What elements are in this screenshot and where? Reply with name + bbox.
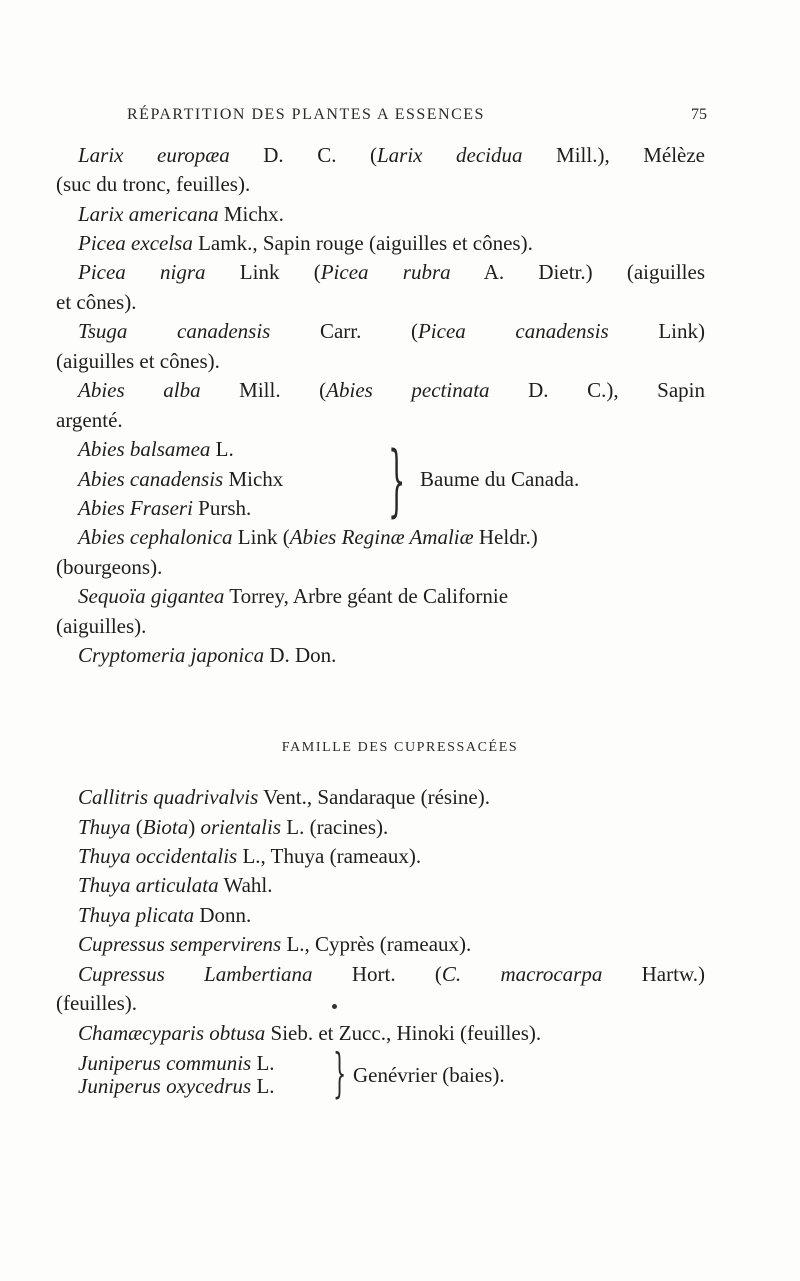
synonym-name: Abies pectinata: [326, 378, 490, 402]
synonym-name: Biota: [142, 815, 189, 839]
entry-text: Vent., Sandaraque (résine).: [258, 785, 490, 809]
brace-bracket: }: [333, 1044, 347, 1104]
species-entry: [78, 318, 705, 344]
species-entry: [78, 201, 284, 227]
species-epithet: orientalis: [200, 815, 282, 839]
species-entry: [78, 1073, 275, 1099]
species-name: Abies alba: [78, 378, 201, 402]
entry-text: Hort. (: [312, 962, 442, 986]
group-common-name: Baume du Canada.: [420, 467, 580, 491]
group-common-name: Genévrier (baies).: [353, 1063, 505, 1087]
entry-text: Lamk., Sapin rouge (aiguilles et cônes).: [192, 231, 533, 255]
species-name: Abies balsamea: [78, 437, 211, 461]
species-entry: [78, 495, 251, 521]
entry-text: D. C. (: [229, 143, 377, 167]
entry-continuation: et cônes).: [56, 290, 137, 314]
species-name: Abies cephalonica: [78, 525, 233, 549]
species-entry: [78, 1020, 541, 1046]
ink-speck: [332, 1004, 337, 1009]
entry-text: L.: [251, 1074, 275, 1098]
species-name: Cryptomeria japonica: [78, 643, 265, 667]
species-name: Larix europæa: [78, 143, 230, 167]
running-head-title: RÉPARTITION DES PLANTES A ESSENCES: [127, 106, 485, 123]
species-name: Picea excelsa: [78, 231, 193, 255]
entry-text: Hartw.): [602, 962, 705, 986]
entry-continuation: argenté.: [56, 408, 123, 432]
species-name: Picea nigra: [78, 260, 206, 284]
species-entry: [78, 872, 273, 898]
species-entry: [78, 961, 705, 987]
section-heading: FAMILLE DES CUPRESSACÉES: [281, 740, 519, 755]
species-name: Abies canadensis: [78, 467, 224, 491]
brace-bracket: }: [388, 436, 406, 526]
species-entry: [78, 142, 705, 168]
synonym-name: Larix decidua: [376, 143, 523, 167]
entry-text: Link (: [205, 260, 321, 284]
species-entry: [78, 436, 234, 462]
entry-text: Carr. (: [270, 319, 418, 343]
entry-text: Pursh.: [192, 496, 252, 520]
species-name: Cupressus Lambertiana: [78, 962, 313, 986]
synonym-name: Picea rubra: [320, 260, 451, 284]
species-name: Juniperus communis: [78, 1051, 252, 1075]
species-name: Abies Fraseri: [78, 496, 193, 520]
entry-text: Link (: [232, 525, 290, 549]
synonym-name: C. macrocarpa: [441, 962, 603, 986]
entry-text: Mill. (: [200, 378, 327, 402]
species-entry: [78, 259, 705, 285]
entry-text: A. Dietr.) (aiguilles: [450, 260, 706, 284]
entry-continuation: (aiguilles et cônes).: [56, 349, 220, 373]
entry-text: L., Thuya (rameaux).: [237, 844, 422, 868]
entry-text: D. Don.: [264, 643, 337, 667]
entry-text: Torrey, Arbre géant de Californie: [224, 584, 509, 608]
species-name: Thuya: [78, 815, 131, 839]
species-name: Thuya articulata: [78, 873, 219, 897]
entry-text: L.: [210, 437, 234, 461]
species-name: Sequoïa gigantea: [78, 584, 225, 608]
species-entry: [78, 466, 283, 492]
species-entry: [78, 843, 421, 869]
species-entry: [78, 784, 490, 810]
species-entry: [78, 524, 538, 550]
entry-text: Michx: [223, 467, 284, 491]
entry-text: L.: [251, 1051, 275, 1075]
entry-text: Mill.), Mélèze: [522, 143, 705, 167]
entry-continuation: (bourgeons).: [56, 555, 163, 579]
entry-text: (: [130, 815, 143, 839]
species-entry: [78, 642, 336, 668]
entry-text: L. (racines).: [281, 815, 389, 839]
synonym-name: Abies Reginæ Amaliæ: [289, 525, 474, 549]
entry-text: D. C.), Sapin: [489, 378, 706, 402]
species-entry: [78, 902, 251, 928]
species-name: Chamæcyparis obtusa: [78, 1021, 266, 1045]
page-number: 75: [691, 106, 707, 123]
entry-text: Wahl.: [218, 873, 273, 897]
entry-text: Sieb. et Zucc., Hinoki (feuilles).: [265, 1021, 542, 1045]
species-name: Thuya plicata: [78, 903, 195, 927]
entry-continuation: (feuilles).: [56, 991, 138, 1015]
species-name: Callitris quadrivalvis: [78, 785, 259, 809]
entry-continuation: (suc du tronc, feuilles).: [56, 172, 251, 196]
entry-continuation: (aiguilles).: [56, 614, 147, 638]
synonym-name: Picea canadensis: [417, 319, 609, 343]
species-name: Juniperus oxycedrus: [78, 1074, 252, 1098]
entry-text: L., Cyprès (rameaux).: [281, 932, 472, 956]
species-entry: [78, 377, 705, 403]
entry-text: ): [188, 815, 201, 839]
species-entry: [78, 931, 471, 957]
species-name: Tsuga canadensis: [78, 319, 271, 343]
entry-text: Donn.: [194, 903, 252, 927]
species-name: Larix americana: [78, 202, 219, 226]
species-entry: [78, 583, 508, 609]
entry-text: Heldr.): [473, 525, 538, 549]
entry-text: Michx.: [218, 202, 284, 226]
species-name: Cupressus sempervirens: [78, 932, 282, 956]
species-entry: [78, 814, 388, 840]
species-entry: [78, 230, 533, 256]
species-name: Thuya occidentalis: [78, 844, 238, 868]
entry-text: Link): [608, 319, 706, 343]
